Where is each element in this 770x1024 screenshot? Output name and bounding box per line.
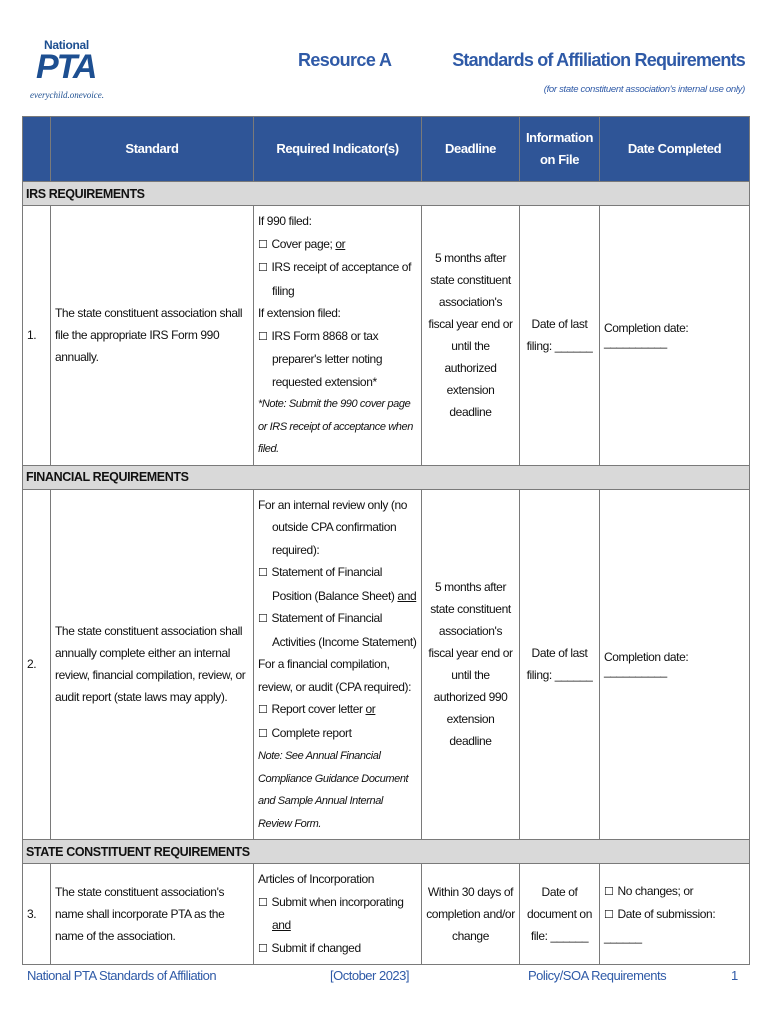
indicator-checkbox-item: ☐ IRS Form 8868 or tax preparer's letter noting requested extension* <box>258 325 417 394</box>
national-pta-logo <box>30 38 108 106</box>
section-row <box>23 840 750 864</box>
page-subtitle: (for state constituent association's internal use only) <box>543 84 745 95</box>
header-date-completed: Date Completed <box>600 117 750 182</box>
indicator-checkbox-item: ☐ Report cover letter or <box>258 698 417 722</box>
indicator-checkbox-item: ☐ Submit when incorporating and <box>258 891 417 937</box>
standard-text: The state constituent association's name shall incorporate PTA as the name of the association. <box>51 864 254 965</box>
row-number: 2. <box>23 489 51 840</box>
indicator-checkbox-item: ☐ Statement of Financial Position (Balance Sheet) and <box>258 561 417 607</box>
info-on-file: Date of document on file: ______ <box>520 864 600 965</box>
section-title: IRS REQUIREMENTS <box>23 182 750 206</box>
logo-tagline: everychild.onevoice. <box>30 90 104 100</box>
row-number: 3. <box>23 864 51 965</box>
standard-text: The state constituent association shall file the appropriate IRS Form 990 annually. <box>51 206 254 466</box>
header-info-on-file: Information on File <box>520 117 600 182</box>
section-title: STATE CONSTITUENT REQUIREMENTS <box>23 840 750 864</box>
indicator-cell <box>254 864 422 965</box>
indicator-checkbox-item: ☐ Statement of Financial Activities (Income Statement) <box>258 607 417 653</box>
indicator-checkbox-item: ☐ Complete report <box>258 722 417 746</box>
indicator-checkbox-item: ☐ Submit if changed <box>258 937 417 961</box>
completed-option: ☐ Date of submission: ______ <box>604 903 745 948</box>
deadline-text: 5 months after state constituent association's fiscal year end or until the authorized 990 extension deadline <box>422 489 520 840</box>
deadline-text: Within 30 days of completion and/or change <box>422 864 520 965</box>
standard-text: The state constituent association shall annually complete either an internal review, financial compilation, review, or audit report (state laws may apply). <box>51 489 254 840</box>
indicator-checkbox-item: ☐ IRS receipt of acceptance of filing <box>258 256 417 302</box>
header-standard: Standard <box>51 117 254 182</box>
indicator-cell <box>254 206 422 466</box>
table-header-row <box>23 117 750 182</box>
section-row <box>23 182 750 206</box>
table-row <box>23 206 750 466</box>
indicator-note: Note: See Annual Financial Compliance Guidance Document and Sample Annual Internal Review Form. <box>258 750 409 830</box>
footer-right: Policy/SOA Requirements <box>528 968 667 983</box>
table-row <box>23 489 750 840</box>
section-row <box>23 465 750 489</box>
date-completed <box>600 864 750 965</box>
indicator-line: Articles of Incorporation <box>258 872 375 886</box>
deadline-text: 5 months after state constituent association's fiscal year end or until the authorized extension deadline <box>422 206 520 466</box>
section-title: FINANCIAL REQUIREMENTS <box>23 465 750 489</box>
date-completed: Completion date: __________ <box>600 206 750 466</box>
header-number <box>23 117 51 182</box>
page-title: Standards of Affiliation Requirements <box>452 50 745 70</box>
indicator-line: If extension filed: <box>258 306 341 320</box>
indicator-line: For a financial compilation, review, or audit (CPA required): <box>258 657 412 694</box>
indicator-cell <box>254 489 422 840</box>
indicator-line: If 990 filed: <box>258 214 312 228</box>
header-deadline: Deadline <box>422 117 520 182</box>
indicator-line: For an internal review only (no outside CPA confirmation required): <box>258 497 408 557</box>
info-on-file: Date of last filing: ______ <box>520 206 600 466</box>
date-completed: Completion date: __________ <box>600 489 750 840</box>
indicator-checkbox-item: ☐ Cover page; or <box>258 233 417 257</box>
header-indicators: Required Indicator(s) <box>254 117 422 182</box>
info-on-file: Date of last filing: ______ <box>520 489 600 840</box>
resource-label: Resource A <box>298 50 392 70</box>
requirements-table <box>22 116 750 965</box>
row-number: 1. <box>23 206 51 466</box>
table-row <box>23 864 750 965</box>
footer-left: National PTA Standards of Affiliation <box>27 968 217 983</box>
logo-line1: National <box>44 38 89 52</box>
page-number: 1 <box>731 968 738 983</box>
footer-date: [October 2023] <box>330 968 409 983</box>
indicator-note: *Note: Submit the 990 cover page or IRS receipt of acceptance when filed. <box>258 398 413 455</box>
logo-line2: PTA <box>36 48 96 86</box>
completed-option: ☐ No changes; or <box>604 880 745 903</box>
